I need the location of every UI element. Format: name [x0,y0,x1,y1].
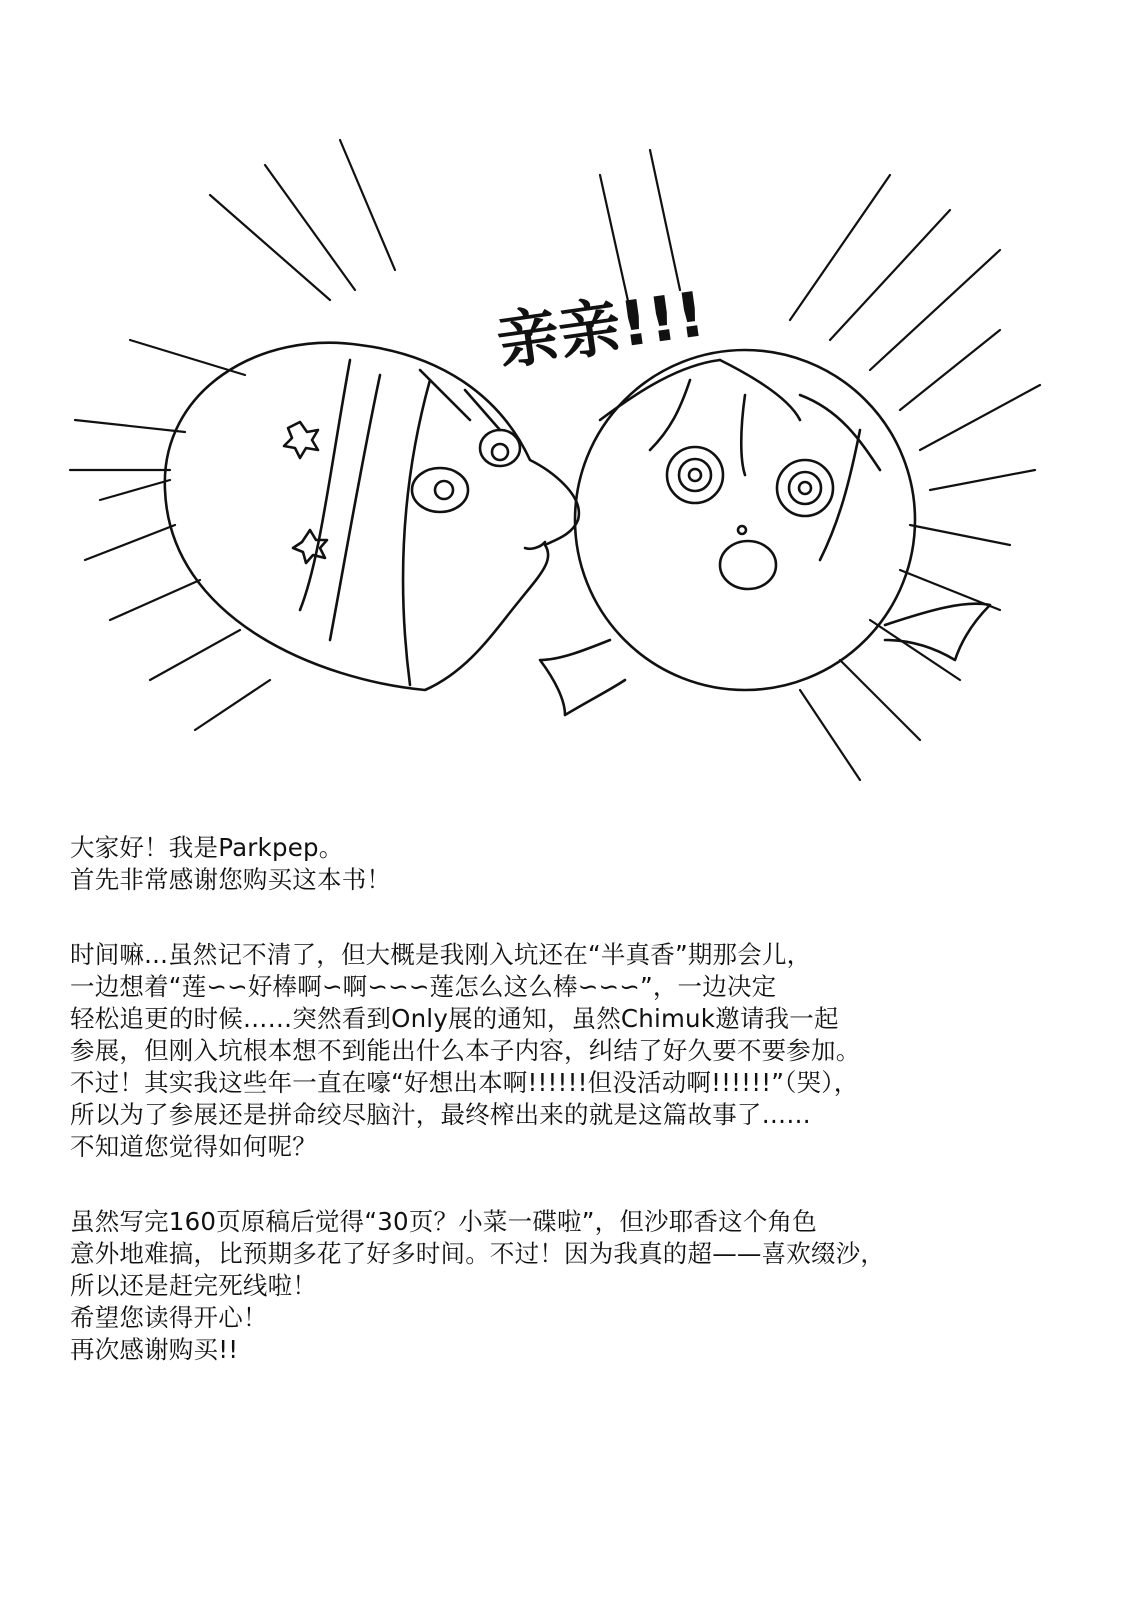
afterword-paragraph [70,1206,1060,1366]
afterword-line: 参展，但刚入坑根本想不到能出什么本子内容，纠结了好久要不要参加。 [70,1036,861,1065]
afterword-line: 首先非常感谢您购买这本书！ [70,865,392,894]
afterword-line: 虽然写完160页原稿后觉得“30页？小菜一碟啦”，但沙耶香这个角色 [70,1207,817,1236]
afterword-line: 希望您读得开心！ [70,1303,268,1332]
afterword-paragraph [70,939,1060,1163]
afterword-line: 再次感谢购买!! [70,1335,239,1364]
afterword-line: 所以为了参展还是拼命绞尽脑汁，最终榨出来的就是这篇故事了…… [70,1100,811,1129]
afterword-text [70,832,1060,1409]
afterword-line: 时间嘛...虽然记不清了，但大概是我刚入坑还在“半真香”期那会儿， [70,940,812,969]
afterword-paragraph [70,832,1060,896]
afterword-line: 所以还是赶完死线啦！ [70,1271,317,1300]
afterword-line: 轻松追更的时候……突然看到Only展的通知，虽然Chimuk邀请我一起 [70,1004,839,1033]
afterword-line: 一边想着“莲∽∽好棒啊∽啊∽∽∽莲怎么这么棒∽∽∽”，一边决定 [70,972,777,1001]
afterword-line: 大家好！我是Parkpep。 [70,833,344,862]
svg-text:亲亲!!!: 亲亲!!! [492,277,710,379]
afterword-line: 不过！其实我这些年一直在嚎“好想出本啊!!!!!!但没活动啊!!!!!!”（哭）， [70,1068,859,1097]
afterword-line: 意外地难搞，比预期多花了好多时间。不过！因为我真的超——喜欢缀沙， [70,1239,886,1268]
right-character-head [540,350,990,715]
afterword-line: 不知道您觉得如何呢？ [70,1132,317,1161]
